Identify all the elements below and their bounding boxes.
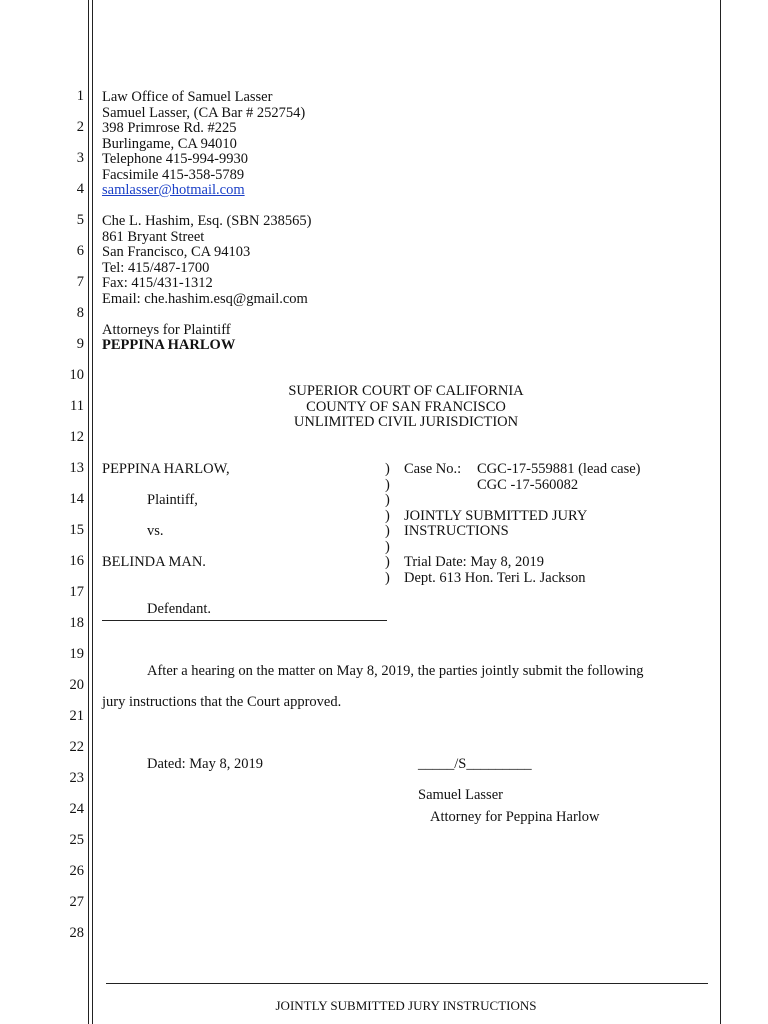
address-line-1: 398 Primrose Rd. #225: [102, 120, 237, 136]
facsimile: Facsimile 415-358-5789: [102, 166, 245, 183]
paren: ): [385, 461, 390, 477]
line-number: 6: [76, 243, 84, 259]
defendant-role: Defendant.: [147, 601, 212, 617]
body-paragraph-line-2: jury instructions that the Court approved.: [102, 694, 342, 710]
line-number: 12: [69, 429, 84, 445]
line-number: 18: [69, 615, 84, 631]
telephone: Telephone 415-994-9930: [102, 151, 248, 167]
versus: vs.: [147, 523, 164, 539]
line-number: 27: [69, 894, 84, 910]
paren: ): [385, 507, 390, 524]
line-number: 9: [76, 336, 84, 352]
court-line-1: SUPERIOR COURT OF CALIFORNIA: [288, 383, 524, 399]
signature-line: _____/S_________: [418, 756, 532, 772]
caption-parens: [385, 462, 390, 586]
court-heading: [0, 384, 768, 431]
line-number: 24: [69, 801, 84, 817]
department: Dept. 613 Hon. Teri L. Jackson: [404, 569, 586, 586]
line-number: 26: [69, 863, 84, 879]
line-number: 11: [70, 398, 84, 414]
line-number: 2: [76, 119, 84, 135]
telephone: Tel: 415/487-1700: [102, 259, 210, 276]
line-number: 5: [76, 212, 84, 228]
attorney-name: Samuel Lasser, (CA Bar # 252754): [102, 104, 306, 121]
line-number: 1: [76, 88, 84, 104]
line-number: 14: [69, 491, 84, 507]
paren: ): [385, 569, 390, 586]
firm-name: Law Office of Samuel Lasser: [102, 89, 273, 105]
case-no-2: CGC -17-560082: [477, 476, 579, 493]
address-line-2: Burlingame, CA 94010: [102, 135, 237, 152]
line-number: 4: [76, 181, 84, 197]
trial-date: Trial Date: May 8, 2019: [404, 554, 545, 570]
case-no-label: Case No.:: [404, 461, 462, 477]
line-number: 22: [69, 739, 84, 755]
document-title-1: JOINTLY SUBMITTED JURY: [404, 507, 588, 524]
left-margin-rule-outer: [88, 0, 89, 1024]
counsel-block-2: [102, 214, 311, 307]
address-line-2: San Francisco, CA 94103: [102, 244, 251, 260]
line-number: 3: [76, 150, 84, 166]
email: Email: che.hashim.esq@gmail.com: [102, 290, 308, 307]
line-number: 15: [69, 522, 84, 538]
signer-name: Samuel Lasser: [418, 787, 503, 803]
paren: ): [385, 476, 390, 493]
defendant-name: BELINDA MAN.: [102, 554, 206, 570]
facsimile: Fax: 415/431-1312: [102, 275, 213, 291]
line-number: 10: [69, 367, 84, 383]
signer-title: Attorney for Peppina Harlow: [430, 809, 600, 825]
line-number: 23: [69, 770, 84, 786]
plaintiff-role: Plaintiff,: [147, 492, 198, 508]
footer-rule: [106, 983, 708, 984]
counsel-block-1: [102, 90, 305, 199]
line-number: 17: [69, 584, 84, 600]
case-no-1: CGC-17-559881 (lead case): [477, 461, 641, 477]
attorney-name: Che L. Hashim, Esq. (SBN 238565): [102, 213, 312, 229]
paren: ): [385, 538, 390, 555]
address-line-1: 861 Bryant Street: [102, 228, 205, 245]
attorneys-for: Attorneys for Plaintiff: [102, 322, 231, 338]
dated: Dated: May 8, 2019: [147, 756, 263, 772]
court-line-3: UNLIMITED CIVIL JURISDICTION: [293, 414, 519, 430]
client-name: PEPPINA HARLOW: [102, 337, 236, 353]
paren: ): [385, 554, 390, 570]
line-number: 25: [69, 832, 84, 848]
footer-title: JOINTLY SUBMITTED JURY INSTRUCTIONS: [275, 998, 537, 1013]
line-number: 21: [69, 708, 84, 724]
plaintiff-name: PEPPINA HARLOW,: [102, 461, 230, 477]
document-title-2: INSTRUCTIONS: [404, 523, 509, 539]
court-line-2: COUNTY OF SAN FRANCISCO: [306, 398, 506, 415]
right-margin-rule: [720, 0, 721, 1024]
paren: ): [385, 492, 390, 508]
line-number: 13: [69, 460, 84, 476]
line-number: 19: [69, 646, 84, 662]
line-number: 20: [69, 677, 84, 693]
left-margin-rule-inner: [92, 0, 93, 1024]
caption-underline: [102, 620, 387, 621]
email-link[interactable]: samlasser@hotmail.com: [102, 182, 245, 198]
paren: ): [385, 523, 390, 539]
body-paragraph-line-1: After a hearing on the matter on May 8, 2019, the parties jointly submit the following: [147, 663, 644, 679]
line-number: 16: [69, 553, 84, 569]
line-number: 8: [76, 305, 84, 321]
line-number: 28: [69, 925, 84, 941]
line-number: 7: [76, 274, 84, 290]
